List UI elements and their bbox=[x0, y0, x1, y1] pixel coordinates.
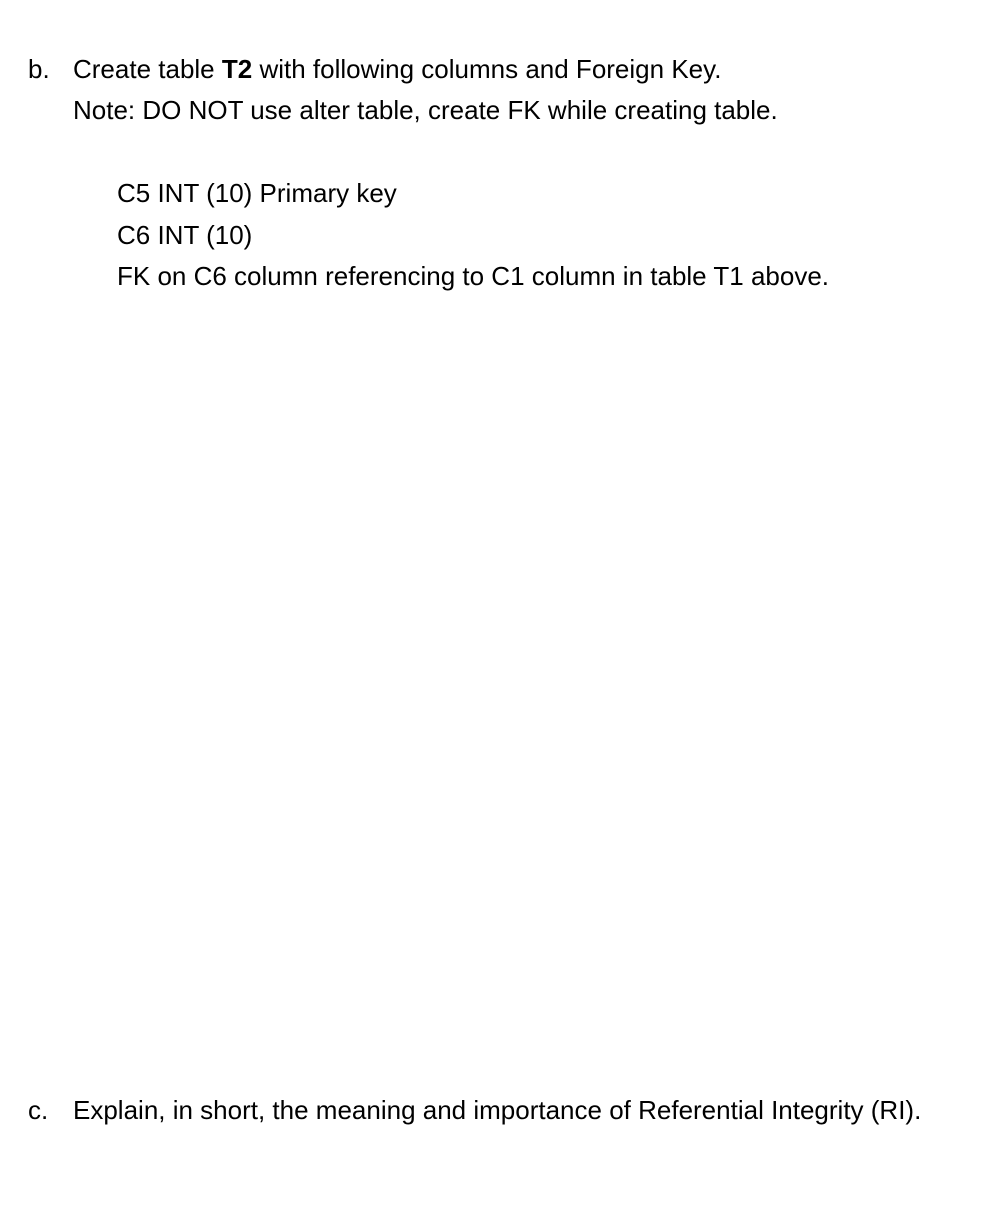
question-b-marker: b. bbox=[28, 54, 50, 84]
question-b-title bbox=[73, 54, 721, 85]
question-b-title-start: Create table bbox=[73, 54, 222, 84]
foreign-key-spec: FK on C6 column referencing to C1 column in table T1 above. bbox=[117, 261, 830, 291]
table-name-t2: T2 bbox=[221, 54, 253, 84]
question-b-note: Note: DO NOT use alter table, create FK while creating table. bbox=[73, 95, 778, 125]
column-spec-c6: C6 INT (10) bbox=[117, 220, 253, 250]
question-c-marker: c. bbox=[28, 1095, 49, 1125]
question-b-title-end: with following columns and Foreign Key. bbox=[252, 54, 722, 84]
column-spec-c5: C5 INT (10) Primary key bbox=[117, 178, 397, 208]
question-c-text: Explain, in short, the meaning and importance of Referential Integrity (RI). bbox=[73, 1095, 922, 1125]
